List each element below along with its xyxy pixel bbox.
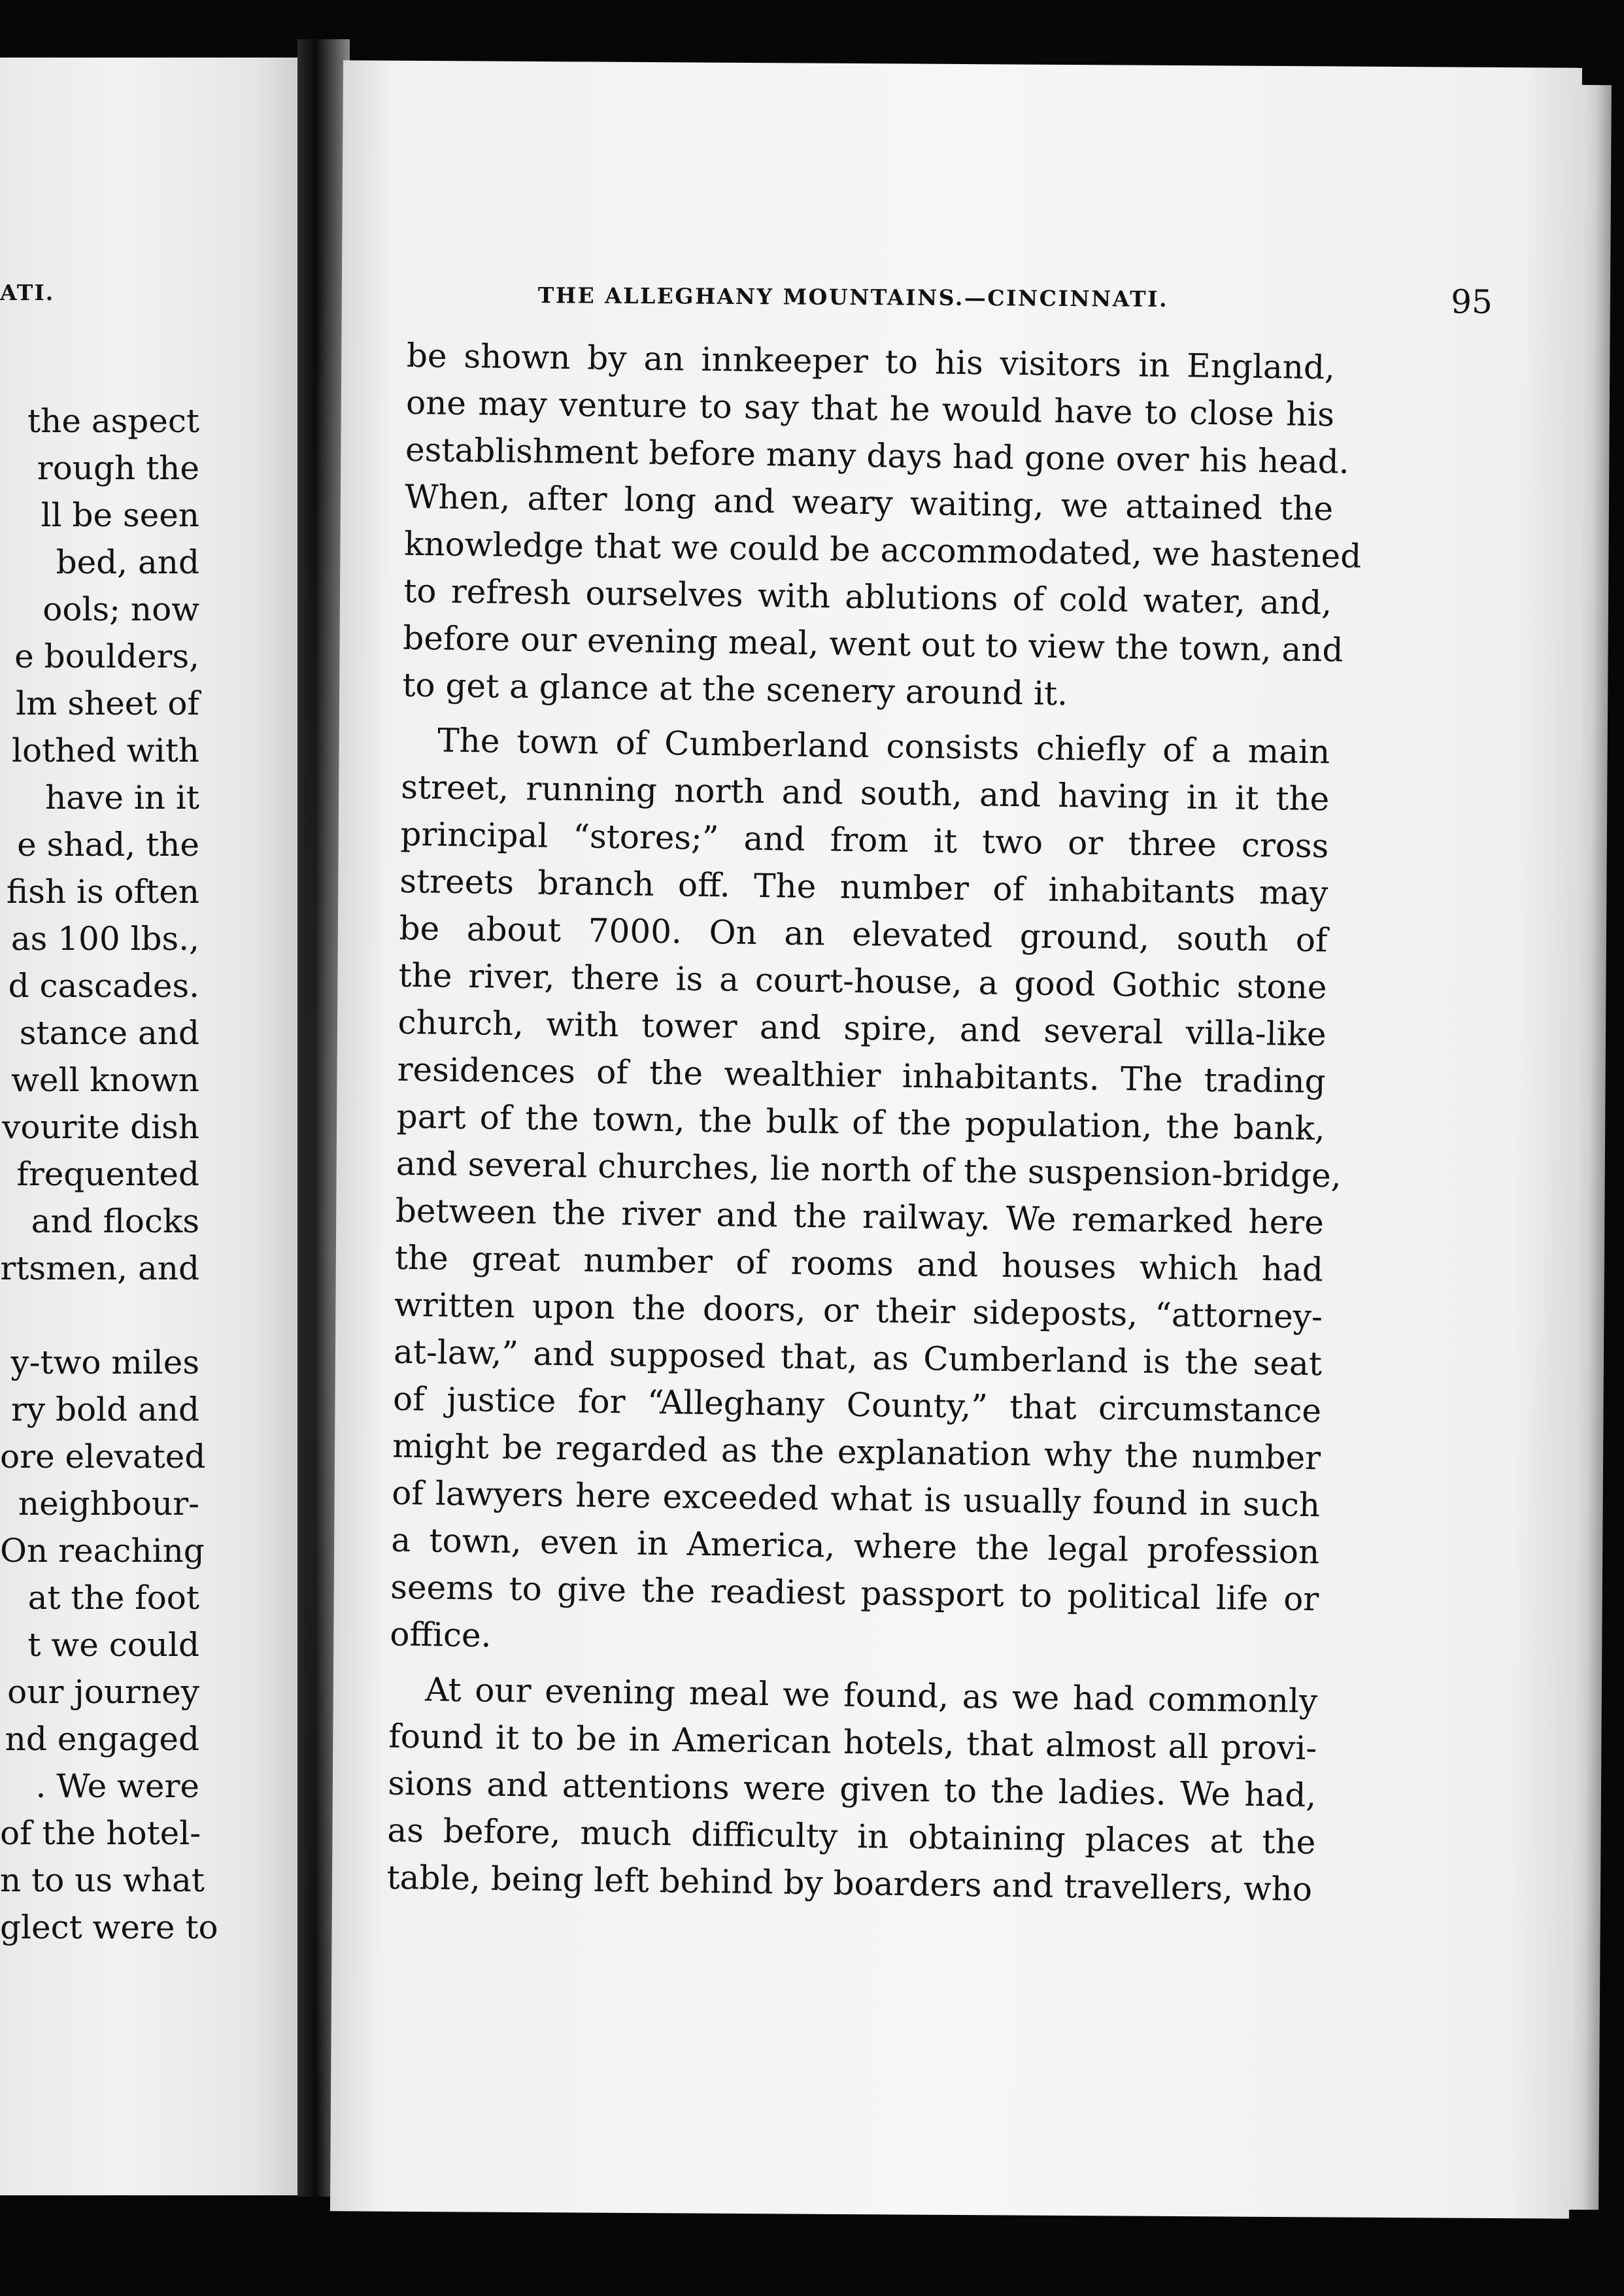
- previous-page-line: On reaching: [0, 1532, 205, 1570]
- previous-page-line: of the hotel-: [0, 1814, 201, 1852]
- text-line: be shown by an innkeeper to his visitors in England,: [406, 336, 1336, 387]
- previous-page-line: well known: [11, 1061, 199, 1099]
- text-line: before our evening meal, went out to view the town, and: [402, 618, 1344, 669]
- previous-page-line: t we could: [27, 1626, 199, 1664]
- previous-page-line: glect were to: [0, 1908, 218, 1946]
- text-line: one may venture to say that he would have to close his: [405, 383, 1335, 434]
- previous-page-line: ll be seen: [41, 496, 199, 534]
- previous-page-line: ools; now: [42, 590, 199, 628]
- previous-page-line: our journey: [7, 1673, 199, 1711]
- text-line: and several churches, lie north of the suspension-bridge,: [396, 1144, 1342, 1195]
- text-line: to get a glance at the scenery around it.: [402, 666, 1068, 713]
- previous-page-line: stance and: [19, 1014, 199, 1052]
- previous-page-line: ore elevated: [0, 1438, 206, 1476]
- previous-page-line: at the foot: [27, 1579, 199, 1617]
- text-line: at-law,” and supposed that, as Cumberland is the seat: [393, 1332, 1323, 1383]
- previous-page-line: rough the: [37, 449, 199, 487]
- previous-page-text: [0, 397, 218, 1951]
- text-line: principal “stores;” and from it two or three cross: [400, 815, 1329, 866]
- text-line: part of the town, the bulk of the population, the bank,: [396, 1097, 1326, 1148]
- text-line: be about 7000. On an elevated ground, south of: [399, 909, 1328, 960]
- text-line: to refresh ourselves with ablutions of cold water, and,: [403, 571, 1332, 622]
- paragraph: [402, 332, 1362, 721]
- previous-page-line: vourite dish: [2, 1108, 199, 1146]
- text-line: table, being left behind by boarders and travellers, who: [386, 1858, 1313, 1909]
- previous-page-line: neighbour-: [18, 1485, 199, 1523]
- previous-page-line: e boulders,: [14, 637, 199, 675]
- current-page: [330, 60, 1582, 2219]
- previous-page-line: rtsmen, and: [0, 1249, 199, 1287]
- page-number: 95: [1450, 282, 1493, 321]
- text-line: as before, much difficulty in obtaining places at the: [387, 1811, 1316, 1862]
- previous-page-line: e shad, the: [17, 826, 199, 864]
- text-line: found it to be in American hotels, that almost all provi-: [388, 1717, 1317, 1768]
- previous-page-line: lm sheet of: [16, 684, 199, 722]
- paragraph: [386, 1666, 1318, 1914]
- text-line: street, running north and south, and having in it the: [400, 768, 1330, 819]
- text-line: church, with tower and spire, and several villa-like: [398, 1003, 1327, 1054]
- page-body-text: [386, 332, 1362, 1913]
- text-line: might be regarded as the explanation why the number: [392, 1427, 1321, 1477]
- text-line: When, after long and weary waiting, we attained the: [404, 477, 1334, 528]
- text-line: establishment before many days had gone over his head.: [405, 430, 1350, 481]
- previous-page-line: n to us what: [0, 1861, 205, 1899]
- text-line: knowledge that we could be accommodated, we hastened: [403, 524, 1362, 575]
- previous-page-running-head: ATI.: [0, 280, 55, 305]
- text-line: of lawyers here exceeded what is usually found in such: [391, 1474, 1321, 1525]
- previous-page-line: lothed with: [12, 732, 199, 769]
- text-line: sions and attentions were given to the ladies. We had,: [388, 1764, 1317, 1815]
- running-title: THE ALLEGHANY MOUNTAINS.—CINCINNATI.: [537, 282, 1169, 312]
- previous-page-line: the aspect: [27, 402, 199, 440]
- previous-page-line: bed, and: [56, 543, 199, 581]
- text-line: At our evening meal we found, as we had commonly: [424, 1670, 1318, 1721]
- text-line: streets branch off. The number of inhabitants may: [399, 862, 1328, 913]
- previous-page-line: have in it: [45, 779, 199, 817]
- previous-page-line: y-two miles: [10, 1343, 199, 1381]
- previous-page-line: and flocks: [31, 1202, 199, 1240]
- previous-page-line: nd engaged: [5, 1720, 199, 1758]
- text-line: written upon the doors, or their sideposts, “attorney-: [394, 1285, 1323, 1336]
- text-line: of justice for “Alleghany County,” that circumstance: [392, 1379, 1322, 1430]
- text-line: the great number of rooms and houses which had: [394, 1238, 1324, 1289]
- previous-page-line: fish is often: [6, 873, 199, 911]
- previous-page-line: frequented: [16, 1155, 199, 1193]
- text-line: seems to give the readiest passport to political life or: [390, 1568, 1319, 1619]
- text-line: between the river and the railway. We remarked here: [395, 1191, 1325, 1242]
- paragraph: [390, 717, 1342, 1670]
- running-head: [538, 277, 1493, 329]
- text-line: the river, there is a court-house, a good Gothic stone: [398, 956, 1327, 1007]
- previous-page-line: [0, 1292, 199, 1339]
- previous-page-line: ry bold and: [10, 1391, 199, 1428]
- previous-page-line: . We were: [35, 1767, 199, 1805]
- text-line: residences of the wealthier inhabitants. The trading: [397, 1050, 1326, 1101]
- previous-page-line: as 100 lbs.,: [10, 920, 199, 958]
- text-line: a town, even in America, where the legal profession: [390, 1521, 1320, 1572]
- text-line: office.: [390, 1615, 492, 1655]
- previous-page-fragment: [0, 58, 297, 2195]
- text-line: The town of Cumberland consists chiefly of a main: [437, 721, 1330, 771]
- previous-page-line: d cascades.: [8, 967, 199, 1005]
